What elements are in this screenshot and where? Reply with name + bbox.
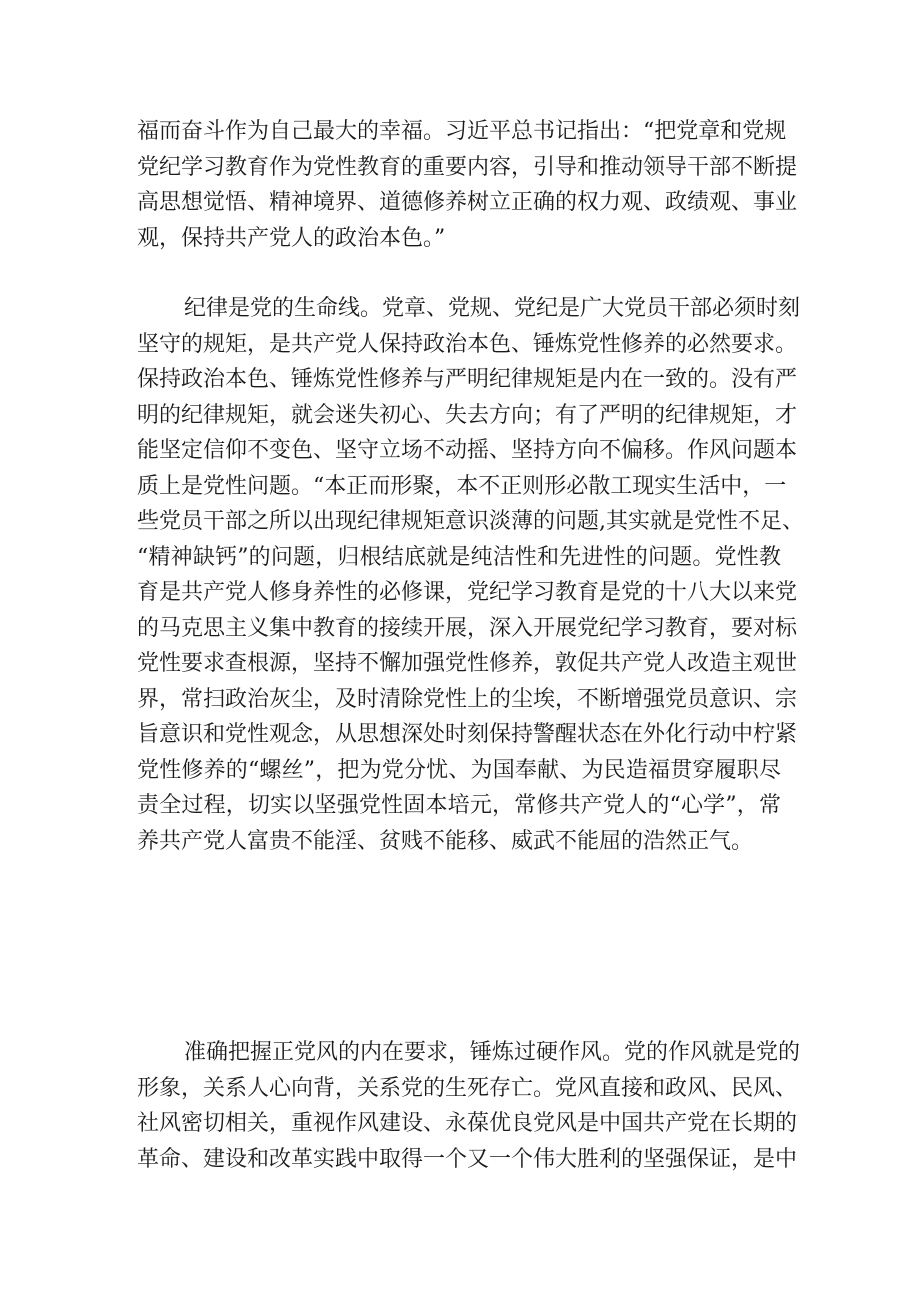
text-line: 保持政治本色、锤炼党性修养与严明纪律规矩是内在一致的。没有严 bbox=[137, 367, 798, 392]
text-line: 党性修养的“螺丝”，把为党分忧、为国奉献、为民造福贯穿履职尽 bbox=[137, 757, 781, 783]
text-line: 的马克思主义集中教育的接续开展，深入开展党纪学习教育，要对标 bbox=[137, 615, 798, 641]
text-line: 党性要求查根源，坚持不懈加强党性修养，敦促共产党人改造主观世 bbox=[137, 651, 798, 676]
text-line: 党纪学习教育作为党性教育的重要内容，引导和推动领导干部不断提 bbox=[137, 154, 798, 180]
text-line: 纪律是党的生命线。党章、党规、党纪是广大党员干部必须时刻 bbox=[184, 296, 801, 321]
text-line: 形象，关系人心向背，关系党的生死存亡。党风直接和政风、民风、 bbox=[137, 1075, 798, 1101]
text-line: 责全过程，切实以坚强党性固本培元，常修共产党人的“心学”，常 bbox=[137, 793, 781, 818]
text-line: 养共产党人富贵不能淫、贫贱不能移、威武不能屈的浩然正气。 bbox=[137, 828, 754, 854]
text-line: 准确把握正党风的内在要求，锤炼过硬作风。党的作风就是党的 bbox=[184, 1040, 801, 1065]
text-line: 旨意识和党性观念，从思想深处时刻保持警醒状态在外化行动中柠紧 bbox=[137, 722, 798, 747]
text-line: 高思想觉悟、精神境界、道德修养树立正确的权力观、政绩观、事业 bbox=[137, 190, 798, 215]
text-line: 坚守的规矩，是共产党人保持政治本色、锤炼党性修养的必然要求。 bbox=[137, 331, 798, 357]
text-line: 育是共产党人修身养性的必修课，党纪学习教育是党的十八大以来党 bbox=[137, 580, 798, 605]
text-line: 明的纪律规矩，就会迷失初心、失去方向；有了严明的纪律规矩，才 bbox=[137, 402, 798, 428]
paragraph-2 bbox=[137, 291, 804, 859]
text-line: 能坚定信仰不变色、坚守立场不动摇、坚持方向不偏移。作风问题本 bbox=[137, 438, 798, 463]
text-line: 观，保持共产党人的政治本色。” bbox=[137, 225, 446, 251]
paragraph-3 bbox=[137, 1035, 801, 1177]
text-line: 福而奋斗作为自己最大的幸福。习近平总书记指出：“把党章和党规 bbox=[137, 119, 787, 144]
text-line: 质上是党性问题。“本正而形聚，本不正则形必散工现实生活中，一 bbox=[137, 473, 787, 499]
paragraph-1 bbox=[137, 114, 798, 256]
text-line: 社风密切相关，重视作风建设、永葆优良党风是中国共产党在长期的 bbox=[137, 1111, 798, 1136]
text-line: “精神缺钙”的问题，归根结底就是纯洁性和先进性的问题。党性教 bbox=[137, 544, 781, 570]
text-line: 革命、建设和改革实践中取得一个又一个伟大胜利的坚强保证，是中 bbox=[137, 1146, 798, 1172]
text-line: 些党员干部之所以出现纪律规矩意识淡薄的问题,其实就是党性不足、 bbox=[137, 509, 804, 534]
text-line: 界，常扫政治灰尘，及时清除党性上的尘埃，不断增强党员意识、宗 bbox=[137, 686, 798, 712]
